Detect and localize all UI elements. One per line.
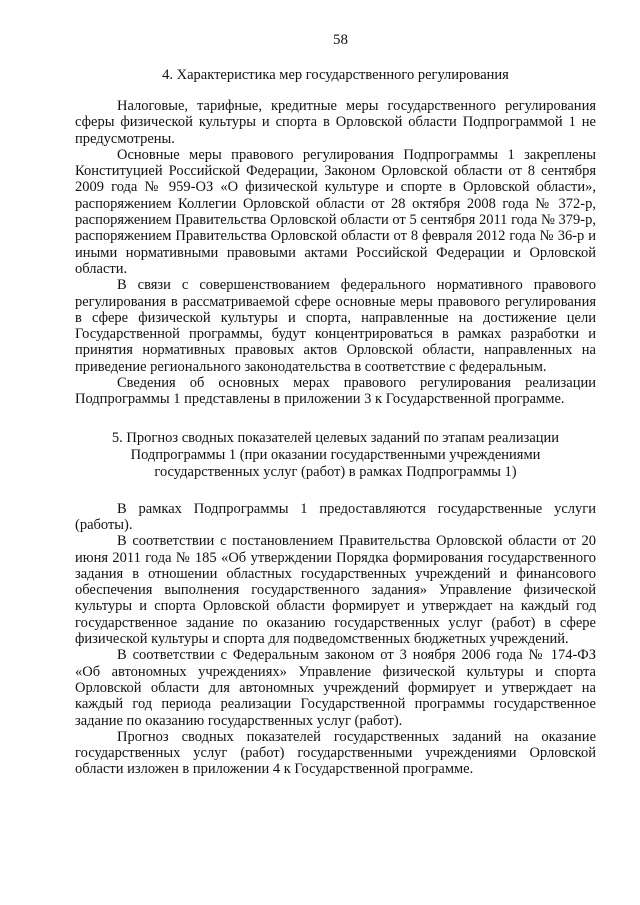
section-5-heading-line-3: государственных услуг (работ) в рамках Подпрограммы 1)	[154, 463, 517, 480]
section-4-paragraph-1: Налоговые, тарифные, кредитные меры государственного регулирования сферы физической культуры и спорта в Орловской области Подпрограммой 1 не предусмотрены.	[75, 98, 596, 147]
section-5-heading-line-1: 5. Прогноз сводных показателей целевых заданий по этапам реализации	[111, 429, 560, 446]
section-5-paragraph-3: В соответствии с Федеральным законом от 3 ноября 2006 года № 174-ФЗ «Об автономных учреждениях» Управление физической культуры и спорта Орловской области для автономных учреждений формирует и утверждает на каждый год периода реализации Государственной программы государственное задание по оказанию государственных услуг (работ).	[75, 647, 596, 729]
section-5-heading-line-2: Подпрограммы 1 (при оказании государственными учреждениями	[130, 446, 541, 463]
page-number: 58	[333, 32, 348, 48]
section-5-paragraph-1: В рамках Подпрограммы 1 предоставляются государственные услуги (работы).	[75, 500, 596, 533]
section-5-paragraph-4: Прогноз сводных показателей государственных заданий на оказание государственных услуг (работ) государственными учреждениями Орловской области изложен в приложении 4 к Государственной программе.	[75, 728, 596, 778]
section-4-heading: 4. Характеристика мер государственного регулирования	[162, 67, 509, 83]
section-5-heading	[75, 430, 596, 481]
section-4-paragraph-2: Основные меры правового регулирования Подпрограммы 1 закреплены Конституцией Российской Федерации, Законом Орловской области от 8 сентября 2009 года № 959-ОЗ «О физической культуре и спорте в Орловской области», распоряжением Коллегии Орловской области от 28 октября 2008 года № 372-р, распоряжением Правительства Орловской области от 5 сентября 2011 года № 379-р, распоряжением Правительства Орловской области от 8 февраля 2012 года № 36-р и иными нормативными правовыми актами Российской Федерации и Орловской области.	[75, 146, 596, 277]
section-4-paragraph-3: В связи с совершенствованием федерального нормативного правового регулирования в рассматриваемой сфере основные меры правового регулирования в сфере физической культуры и спорта, направленные на достижение цели Государственной программы, будут концентрироваться в рамках разработки и принятия нормативных правовых актов Орловской области, направленных на приведение регионального законодательства в соответствие с федеральным.	[75, 277, 596, 375]
section-5-paragraph-2: В соответствии с постановлением Правительства Орловской области от 20 июня 2011 года № 185 «Об утверждении Порядка формирования государственного задания в отношении областных государственных учреждений и финансового обеспечения выполнения государственного задания» Управление физической культуры и спорта Орловской области формирует и утверждает на каждый год государственное задание по оказанию государственных услуг (работ) в сфере физической культуры и спорта для подведомственных бюджетных учреждений.	[75, 533, 596, 648]
section-4-paragraph-4: Сведения об основных мерах правового регулирования реализации Подпрограммы 1 представлены в приложении 3 к Государственной программе.	[75, 375, 596, 408]
